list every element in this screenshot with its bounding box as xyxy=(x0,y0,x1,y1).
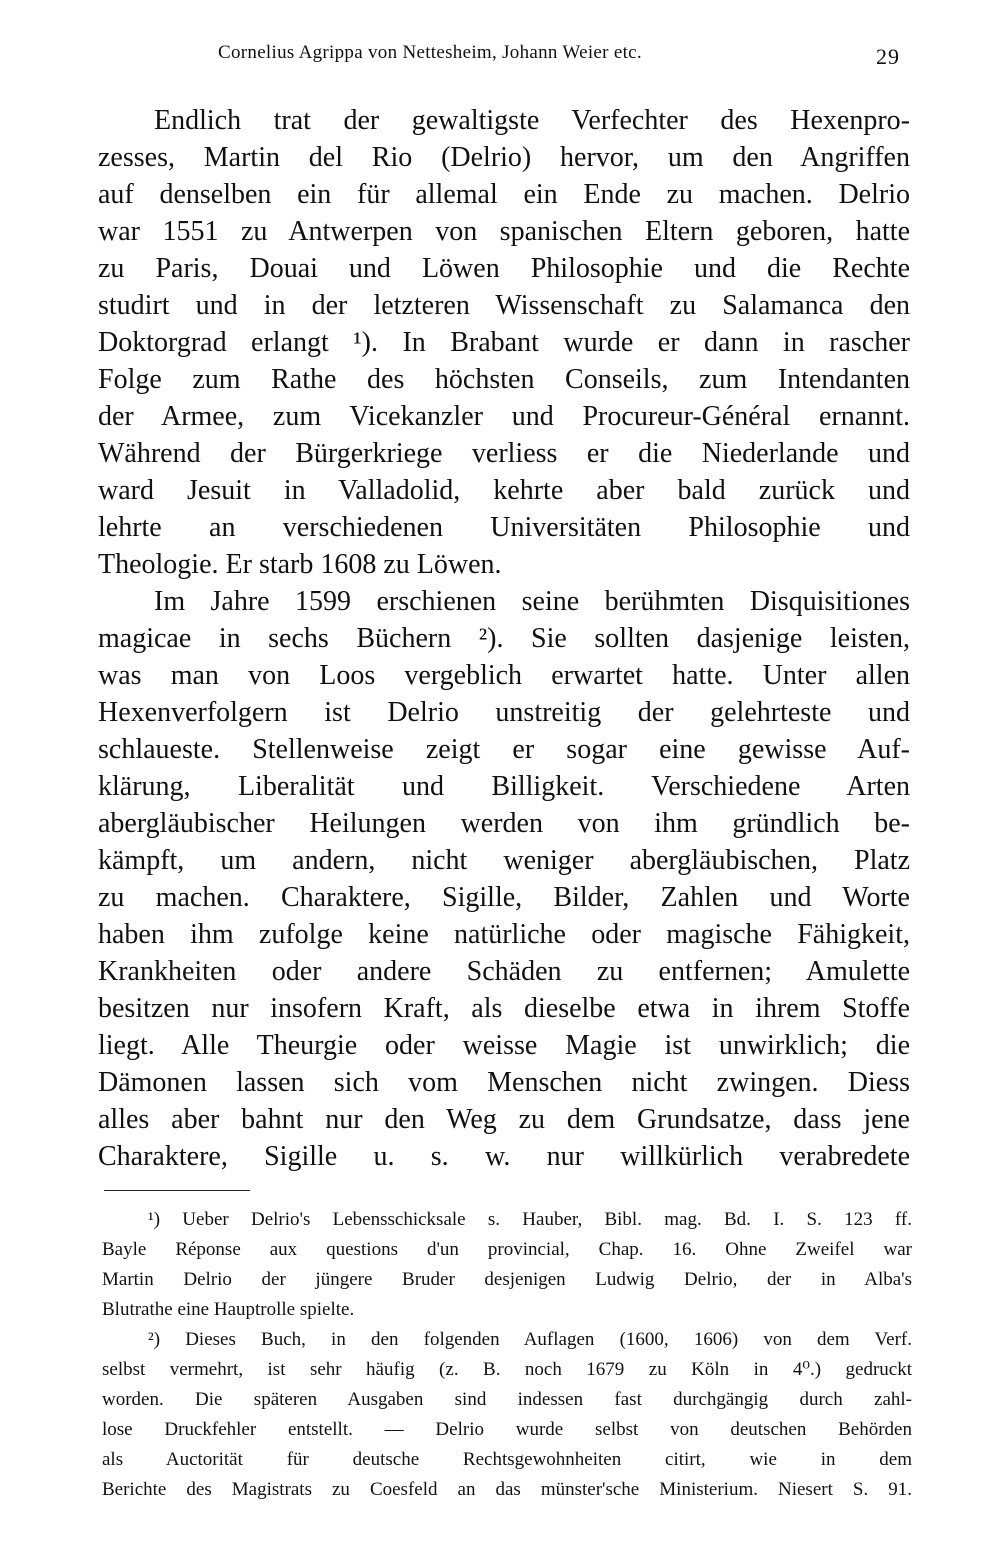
footnote-line: selbst vermehrt, ist sehr häufig (z. B. noch 1679 zu Köln in 4⁰.) gedruckt xyxy=(102,1359,912,1380)
text-line: was man von Loos vergeblich erwartet hatte. Unter allen xyxy=(98,660,910,691)
text-line: Charaktere, Sigille u. s. w. nur willkürlich verabredete xyxy=(98,1141,910,1172)
main-text xyxy=(98,102,910,1175)
text-line: zu Paris, Douai und Löwen Philosophie und die Rechte xyxy=(98,253,910,284)
text-line: Theologie. Er starb 1608 zu Löwen. xyxy=(98,549,502,580)
text-line: alles aber bahnt nur den Weg zu dem Grundsatze, dass jene xyxy=(98,1104,910,1135)
text-line: Hexenverfolgern ist Delrio unstreitig der gelehrteste und xyxy=(98,697,910,728)
text-line: liegt. Alle Theurgie oder weisse Magie ist unwirklich; die xyxy=(98,1030,910,1061)
text-line: Doktorgrad erlangt ¹). In Brabant wurde er dann in rascher xyxy=(98,327,910,358)
text-line: der Armee, zum Vicekanzler und Procureur-Général ernannt. xyxy=(98,401,910,432)
text-line: ward Jesuit in Valladolid, kehrte aber bald zurück und xyxy=(98,475,910,506)
text-line: schlaueste. Stellenweise zeigt er sogar eine gewisse Auf- xyxy=(98,734,910,765)
text-line: kämpft, um andern, nicht weniger abergläubischen, Platz xyxy=(98,845,910,876)
text-line: abergläubischer Heilungen werden von ihm gründlich be- xyxy=(98,808,910,839)
footnote-line: Bayle Réponse aux questions d'un provincial, Chap. 16. Ohne Zweifel war xyxy=(102,1239,912,1260)
footnote-line: lose Druckfehler entstellt. — Delrio wurde selbst von deutschen Behörden xyxy=(102,1419,912,1440)
text-line: Krankheiten oder andere Schäden zu entfernen; Amulette xyxy=(98,956,910,987)
text-line: klärung, Liberalität und Billigkeit. Verschiedene Arten xyxy=(98,771,910,802)
text-line: Im Jahre 1599 erschienen seine berühmten Disquisitiones xyxy=(154,586,910,617)
footnote-divider xyxy=(104,1190,250,1191)
footnote-line: Martin Delrio der jüngere Bruder desjenigen Ludwig Delrio, der in Alba's xyxy=(102,1269,912,1290)
footnote-line: Blutrathe eine Hauptrolle spielte. xyxy=(102,1299,355,1320)
text-line: magicae in sechs Büchern ²). Sie sollten dasjenige leisten, xyxy=(98,623,910,654)
text-line: auf denselben ein für allemal ein Ende zu machen. Delrio xyxy=(98,179,910,210)
footnote-line: Berichte des Magistrats zu Coesfeld an das münster'sche Ministerium. Niesert S. 91. xyxy=(102,1479,912,1500)
running-title: Cornelius Agrippa von Nettesheim, Johann Weier etc. xyxy=(218,42,642,63)
footnote-line: ²) Dieses Buch, in den folgenden Auflagen (1600, 1606) von dem Verf. xyxy=(148,1329,912,1350)
text-line: war 1551 zu Antwerpen von spanischen Eltern geboren, hatte xyxy=(98,216,910,247)
text-line: Während der Bürgerkriege verliess er die Niederlande und xyxy=(98,438,910,469)
text-line: Folge zum Rathe des höchsten Conseils, zum Intendanten xyxy=(98,364,910,395)
text-line: zesses, Martin del Rio (Delrio) hervor, um den Angriffen xyxy=(98,142,910,173)
footnote-line: als Auctorität für deutsche Rechtsgewohnheiten citirt, wie in dem xyxy=(102,1449,912,1470)
text-line: studirt und in der letzteren Wissenschaft zu Salamanca den xyxy=(98,290,910,321)
text-line: besitzen nur insofern Kraft, als dieselbe etwa in ihrem Stoffe xyxy=(98,993,910,1024)
footnotes xyxy=(102,1205,912,1505)
page-number: 29 xyxy=(876,44,900,69)
text-line: Endlich trat der gewaltigste Verfechter des Hexenpro- xyxy=(154,105,910,136)
text-line: zu machen. Charaktere, Sigille, Bilder, Zahlen und Worte xyxy=(98,882,910,913)
footnote-line: worden. Die späteren Ausgaben sind indessen fast durchgängig durch zahl- xyxy=(102,1389,912,1410)
text-line: lehrte an verschiedenen Universitäten Philosophie und xyxy=(98,512,910,543)
footnote-line: ¹) Ueber Delrio's Lebensschicksale s. Hauber, Bibl. mag. Bd. I. S. 123 ff. xyxy=(148,1209,912,1230)
text-line: Dämonen lassen sich vom Menschen nicht zwingen. Diess xyxy=(98,1067,910,1098)
text-line: haben ihm zufolge keine natürliche oder magische Fähigkeit, xyxy=(98,919,910,950)
